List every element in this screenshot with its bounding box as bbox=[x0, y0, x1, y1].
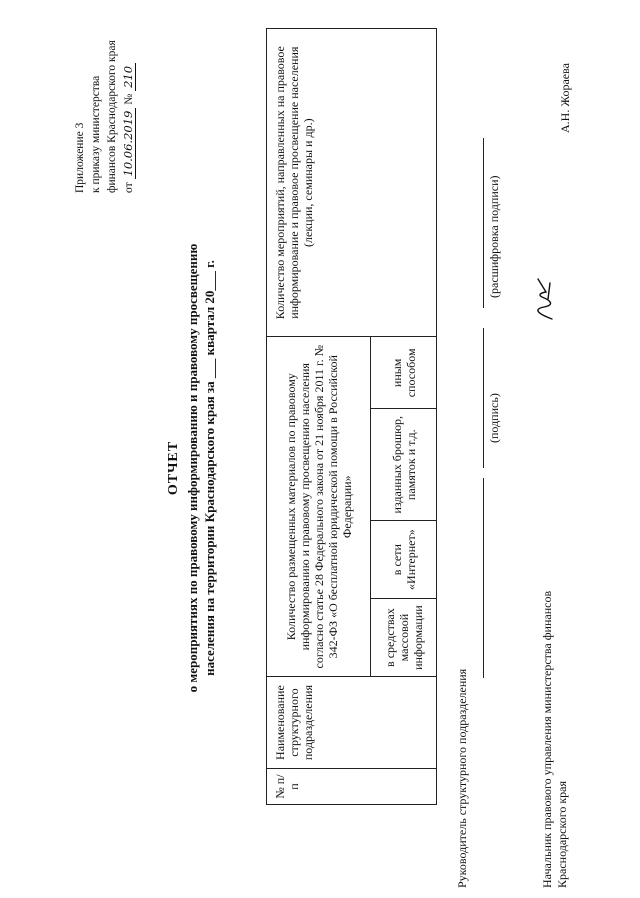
chief-name: А.Н. Жораева bbox=[558, 63, 572, 133]
handwritten-number: 210 bbox=[121, 63, 136, 91]
appendix-line-2: к приказу министерства bbox=[90, 75, 102, 193]
header-materials-count: Количество размещенных материалов по правовому информированию и правовому просвещению населения согласно статье 28 Федерального закона от 21 ноября 2011 г. № 342-ФЗ «О бесплатной юридической помощи в Российской Федерации» bbox=[267, 337, 371, 677]
subheader-brochures: изданных брошюр, памяток и т.д. bbox=[371, 409, 437, 521]
header-subdivision-name: Наименование структурного подразделения bbox=[267, 677, 437, 769]
header-events-count: Количество мероприятий, направленных на правовое информирование и правовое просвещение населения (лекции, семинары и др.) bbox=[267, 29, 437, 337]
number-label: № bbox=[123, 93, 135, 105]
head-line bbox=[483, 478, 484, 678]
signature-line bbox=[483, 328, 484, 468]
table-header-row bbox=[267, 29, 371, 805]
subheader-other: иным способом bbox=[371, 337, 437, 409]
appendix-block bbox=[72, 13, 137, 193]
handwritten-signature bbox=[530, 273, 560, 323]
header-number: № п/п bbox=[267, 769, 437, 805]
head-label: Руководитель структурного подразделения bbox=[455, 668, 469, 888]
subheader-internet: в сети «Интернет» bbox=[371, 521, 437, 599]
report-table bbox=[266, 28, 437, 805]
appendix-line-1: Приложение 3 bbox=[74, 122, 86, 193]
decoding-caption: (расшифровка подписи) bbox=[487, 175, 501, 298]
decoding-line bbox=[483, 138, 484, 308]
from-label: от bbox=[123, 182, 135, 193]
report-subtitle-line-2: населения на территории Краснодарского края за ___ квартал 20___ г. bbox=[202, 260, 217, 676]
appendix-line-3: финансов Краснодарского края bbox=[106, 40, 118, 193]
appendix-date-line bbox=[120, 13, 137, 193]
report-subtitle-line-1: о мероприятиях по правовому информированию и правовому просвещению bbox=[185, 243, 200, 693]
handwritten-date: 10.06.2019 bbox=[121, 108, 136, 180]
subheader-mass-media: в средствах массовой информации bbox=[371, 599, 437, 677]
report-heading: ОТЧЕТ bbox=[166, 440, 181, 496]
report-title bbox=[165, 158, 218, 778]
signature-caption: (подпись) bbox=[487, 393, 501, 443]
chief-label: Начальник правового управления министерства финансов Краснодарского края bbox=[540, 590, 569, 888]
